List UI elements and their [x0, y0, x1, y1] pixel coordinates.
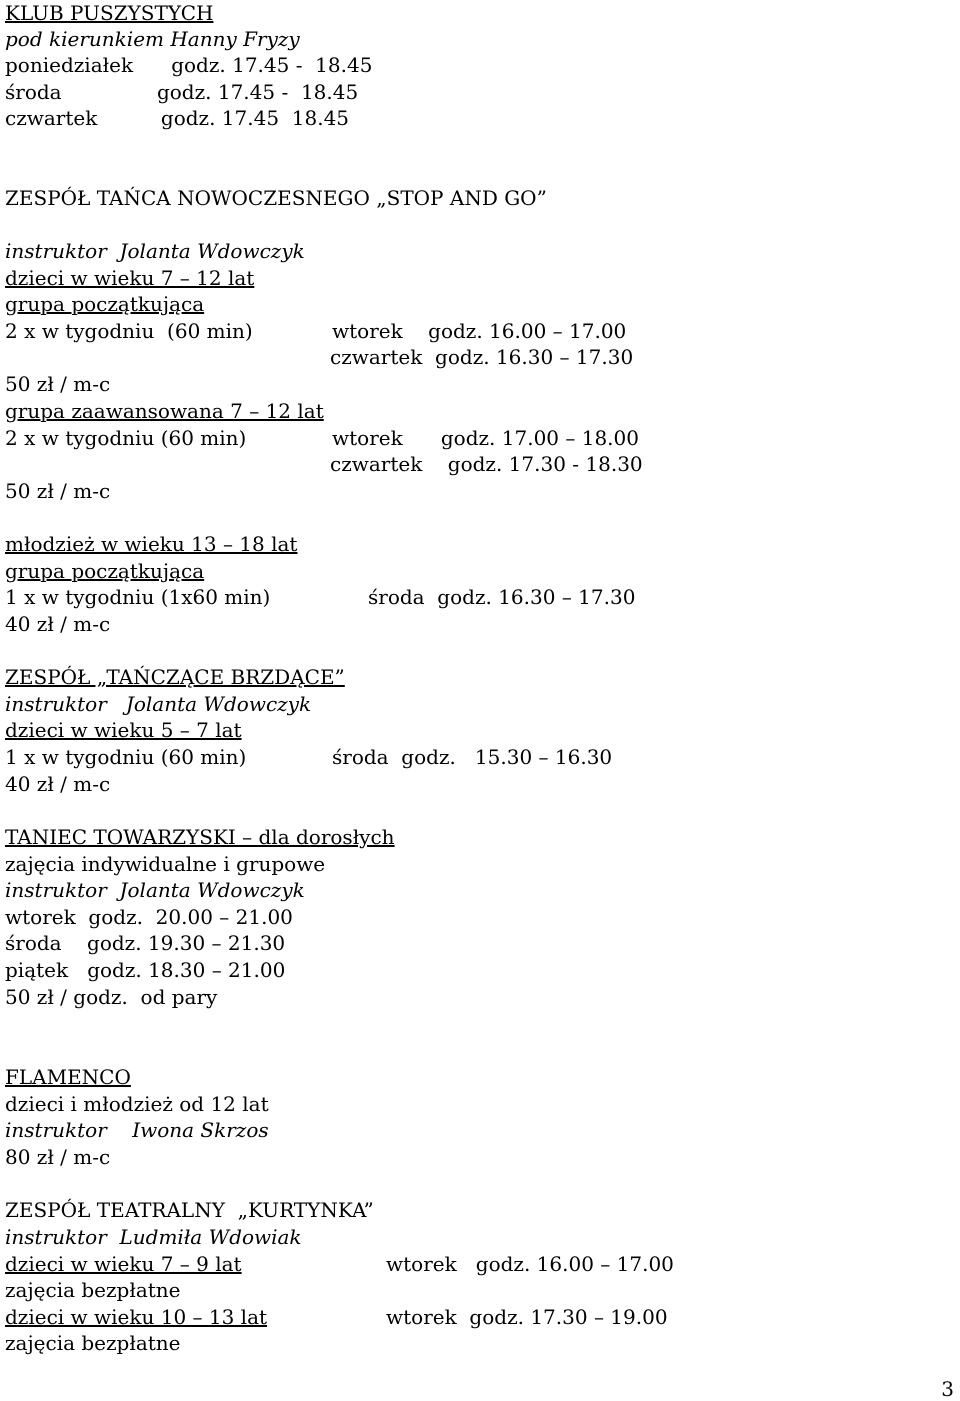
klub-leader: pod kierunkiem Hanny Fryzy [5, 27, 300, 51]
stopandgo-advanced-freq: 2 x w tygodniu (60 min) [5, 426, 247, 450]
taniec-subtitle: zajęcia indywidualne i grupowe [5, 852, 326, 876]
stopandgo-advanced-day2: czwartek godz. 17.30 - 18.30 [330, 452, 643, 476]
stopandgo-beginner-day1: wtorek godz. 16.00 – 17.00 [332, 319, 627, 343]
taniec-title: TANIEC TOWARZYSKI – dla dorosłych [5, 825, 395, 849]
stopandgo-instructor: instruktor Jolanta Wdowczyk [5, 239, 305, 263]
brzdace-freq: 1 x w tygodniu (60 min) [5, 745, 247, 769]
flamenco-age: dzieci i młodzież od 12 lat [5, 1092, 269, 1116]
stopandgo-title: ZESPÓŁ TAŃCA NOWOCZESNEGO „STOP AND GO” [5, 186, 547, 210]
kurtynka-group2-fee: zajęcia bezpłatne [5, 1331, 181, 1355]
klub-schedule-wednesday: środa godz. 17.45 - 18.45 [5, 80, 359, 104]
stopandgo-advanced-label: grupa zaawansowana 7 – 12 lat [5, 399, 324, 423]
stopandgo-beginner-freq: 2 x w tygodniu (60 min) [5, 319, 253, 343]
stopandgo-youth-price: 40 zł / m-c [5, 612, 111, 636]
taniec-price: 50 zł / godz. od pary [5, 985, 218, 1009]
kurtynka-instructor: instruktor Ludmiła Wdowiak [5, 1225, 302, 1249]
taniec-schedule-wednesday: środa godz. 19.30 – 21.30 [5, 931, 286, 955]
kurtynka-group2-age: dzieci w wieku 10 – 13 lat [5, 1305, 268, 1329]
brzdace-day: środa godz. 15.30 – 16.30 [332, 745, 613, 769]
brzdace-title: ZESPÓŁ „TAŃCZĄCE BRZDĄCE” [5, 665, 345, 689]
brzdace-price: 40 zł / m-c [5, 772, 111, 796]
kurtynka-group2-time: wtorek godz. 17.30 – 19.00 [386, 1305, 668, 1329]
kurtynka-group1-time: wtorek godz. 16.00 – 17.00 [386, 1252, 674, 1276]
klub-schedule-monday: poniedziałek godz. 17.45 - 18.45 [5, 53, 373, 77]
klub-title: KLUB PUSZYSTYCH [5, 1, 214, 25]
taniec-schedule-friday: piątek godz. 18.30 – 21.00 [5, 958, 286, 982]
kurtynka-group1-age: dzieci w wieku 7 – 9 lat [5, 1252, 242, 1276]
flamenco-price: 80 zł / m-c [5, 1145, 111, 1169]
stopandgo-age: dzieci w wieku 7 – 12 lat [5, 266, 255, 290]
flamenco-title: FLAMENCO [5, 1065, 131, 1089]
flamenco-instructor: instruktor Iwona Skrzos [5, 1118, 269, 1142]
stopandgo-youth-freq: 1 x w tygodniu (1x60 min) [5, 585, 271, 609]
stopandgo-youth-label: grupa początkująca [5, 559, 205, 583]
stopandgo-advanced-price: 50 zł / m-c [5, 479, 111, 503]
stopandgo-beginner-label: grupa początkująca [5, 292, 205, 316]
stopandgo-beginner-price: 50 zł / m-c [5, 372, 111, 396]
page-number: 3 [941, 1377, 954, 1401]
brzdace-age: dzieci w wieku 5 – 7 lat [5, 718, 242, 742]
stopandgo-beginner-day2: czwartek godz. 16.30 – 17.30 [330, 345, 634, 369]
taniec-schedule-tuesday: wtorek godz. 20.00 – 21.00 [5, 905, 293, 929]
kurtynka-title: ZESPÓŁ TEATRALNY „KURTYNKA” [5, 1198, 374, 1222]
stopandgo-youth-day: środa godz. 16.30 – 17.30 [368, 585, 636, 609]
brzdace-instructor: instruktor Jolanta Wdowczyk [5, 692, 312, 716]
taniec-instructor: instruktor Jolanta Wdowczyk [5, 878, 305, 902]
stopandgo-advanced-day1: wtorek godz. 17.00 – 18.00 [332, 426, 639, 450]
stopandgo-youth-age: młodzież w wieku 13 – 18 lat [5, 532, 298, 556]
kurtynka-group1-fee: zajęcia bezpłatne [5, 1278, 181, 1302]
klub-schedule-thursday: czwartek godz. 17.45 18.45 [5, 106, 350, 130]
